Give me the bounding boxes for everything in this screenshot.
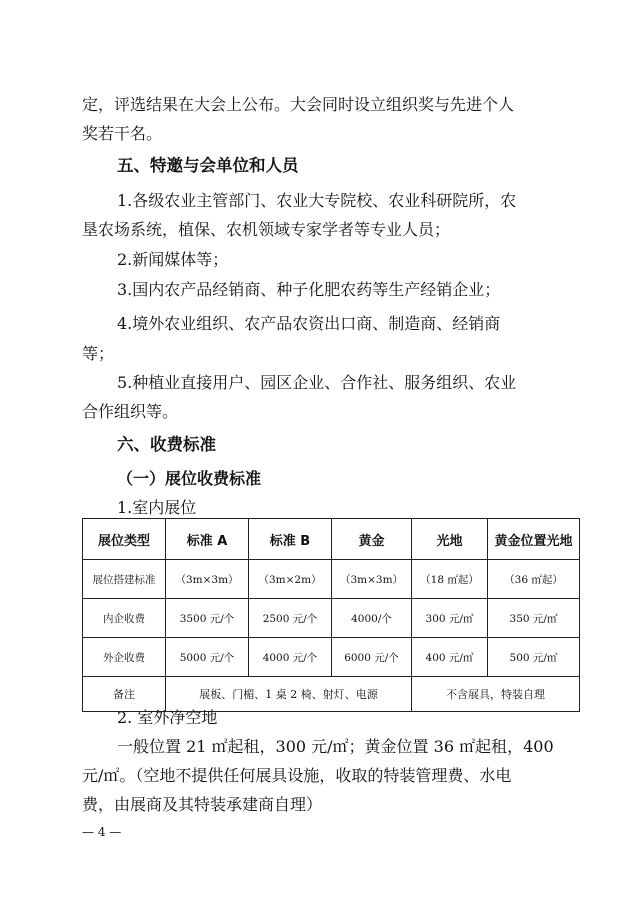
table-remarks-row <box>83 677 580 712</box>
paragraph-line: 元/㎡。（空地不提供任何展具设施，收取的特装管理费、水电 <box>82 766 512 785</box>
table-header-cell: 光地 <box>412 519 488 560</box>
remarks-label-cell: 备注 <box>83 677 166 712</box>
subsection-heading: （一）展位收费标准 <box>117 469 262 488</box>
table-cell: 4000/个 <box>332 599 412 638</box>
list-item-3: 3.国内农产品经销商、种子化肥农药等生产经销企业； <box>117 280 501 299</box>
table-cell: 内企收费 <box>83 599 166 638</box>
section-heading-6: 六、收费标准 <box>117 435 216 454</box>
paragraph-line: 一般位置 21 ㎡起租，300 元/㎡；黄金位置 36 ㎡起租，400 <box>117 737 554 756</box>
table-row <box>83 560 580 599</box>
table-cell: （3m×3m） <box>332 560 412 599</box>
remarks-raw-cell: 不含展具，特装自理 <box>412 677 580 712</box>
list-item-5: 5.种植业直接用户、园区企业、合作社、服务组织、农业 <box>117 373 517 392</box>
paragraph-line: 奖若干名。 <box>82 124 163 143</box>
table-cell: 500 元/㎡ <box>488 638 580 677</box>
paragraph-line: 定，评选结果在大会上公布。大会同时设立组织奖与先进个人 <box>82 95 515 114</box>
table-cell: 外企收费 <box>83 638 166 677</box>
table-header-cell: 黄金 <box>332 519 412 560</box>
page-number: — 4 — <box>82 825 122 839</box>
table-header-cell: 展位类型 <box>83 519 166 560</box>
table-row <box>83 638 580 677</box>
table-cell: 2500 元/个 <box>249 599 332 638</box>
table-header-cell: 黄金位置光地 <box>488 519 580 560</box>
remarks-standard-cell: 展板、门楣、1 桌 2 椅、射灯、电源 <box>166 677 412 712</box>
table-cell: （36 ㎡起） <box>488 560 580 599</box>
list-item-1: 1.各级农业主管部门、农业大专院校、农业科研院所，农 <box>117 191 517 210</box>
table-cell: （18 ㎡起） <box>412 560 488 599</box>
outdoor-space-label: 2. 室外净空地 <box>117 708 218 727</box>
table-header-cell: 标准 A <box>166 519 249 560</box>
table-cell: 展位搭建标准 <box>83 560 166 599</box>
table-cell: （3m×3m） <box>166 560 249 599</box>
section-heading-5: 五、特邀与会单位和人员 <box>117 156 299 175</box>
table-cell: （3m×2m） <box>249 560 332 599</box>
table-cell: 400 元/㎡ <box>412 638 488 677</box>
table-cell: 4000 元/个 <box>249 638 332 677</box>
table-cell: 6000 元/个 <box>332 638 412 677</box>
table-cell: 350 元/㎡ <box>488 599 580 638</box>
paragraph-line: 费，由展商及其特装承建商自理） <box>82 795 323 814</box>
list-item-4: 4.境外农业组织、农产品农资出口商、制造商、经销商 <box>117 314 501 333</box>
table-header-cell: 标准 B <box>249 519 332 560</box>
list-item-5-continued: 合作组织等。 <box>82 402 179 421</box>
table-cell: 300 元/㎡ <box>412 599 488 638</box>
table-header-row <box>83 519 580 560</box>
indoor-booth-label: 1.室内展位 <box>117 498 197 517</box>
fee-table <box>82 518 580 712</box>
table-cell: 5000 元/个 <box>166 638 249 677</box>
list-item-1-continued: 垦农场系统，植保、农机领域专家学者等专业人员； <box>82 220 451 239</box>
list-item-4-continued: 等； <box>82 344 115 363</box>
list-item-2: 2.新闻媒体等； <box>117 250 229 269</box>
table-cell: 3500 元/个 <box>166 599 249 638</box>
table-row <box>83 599 580 638</box>
